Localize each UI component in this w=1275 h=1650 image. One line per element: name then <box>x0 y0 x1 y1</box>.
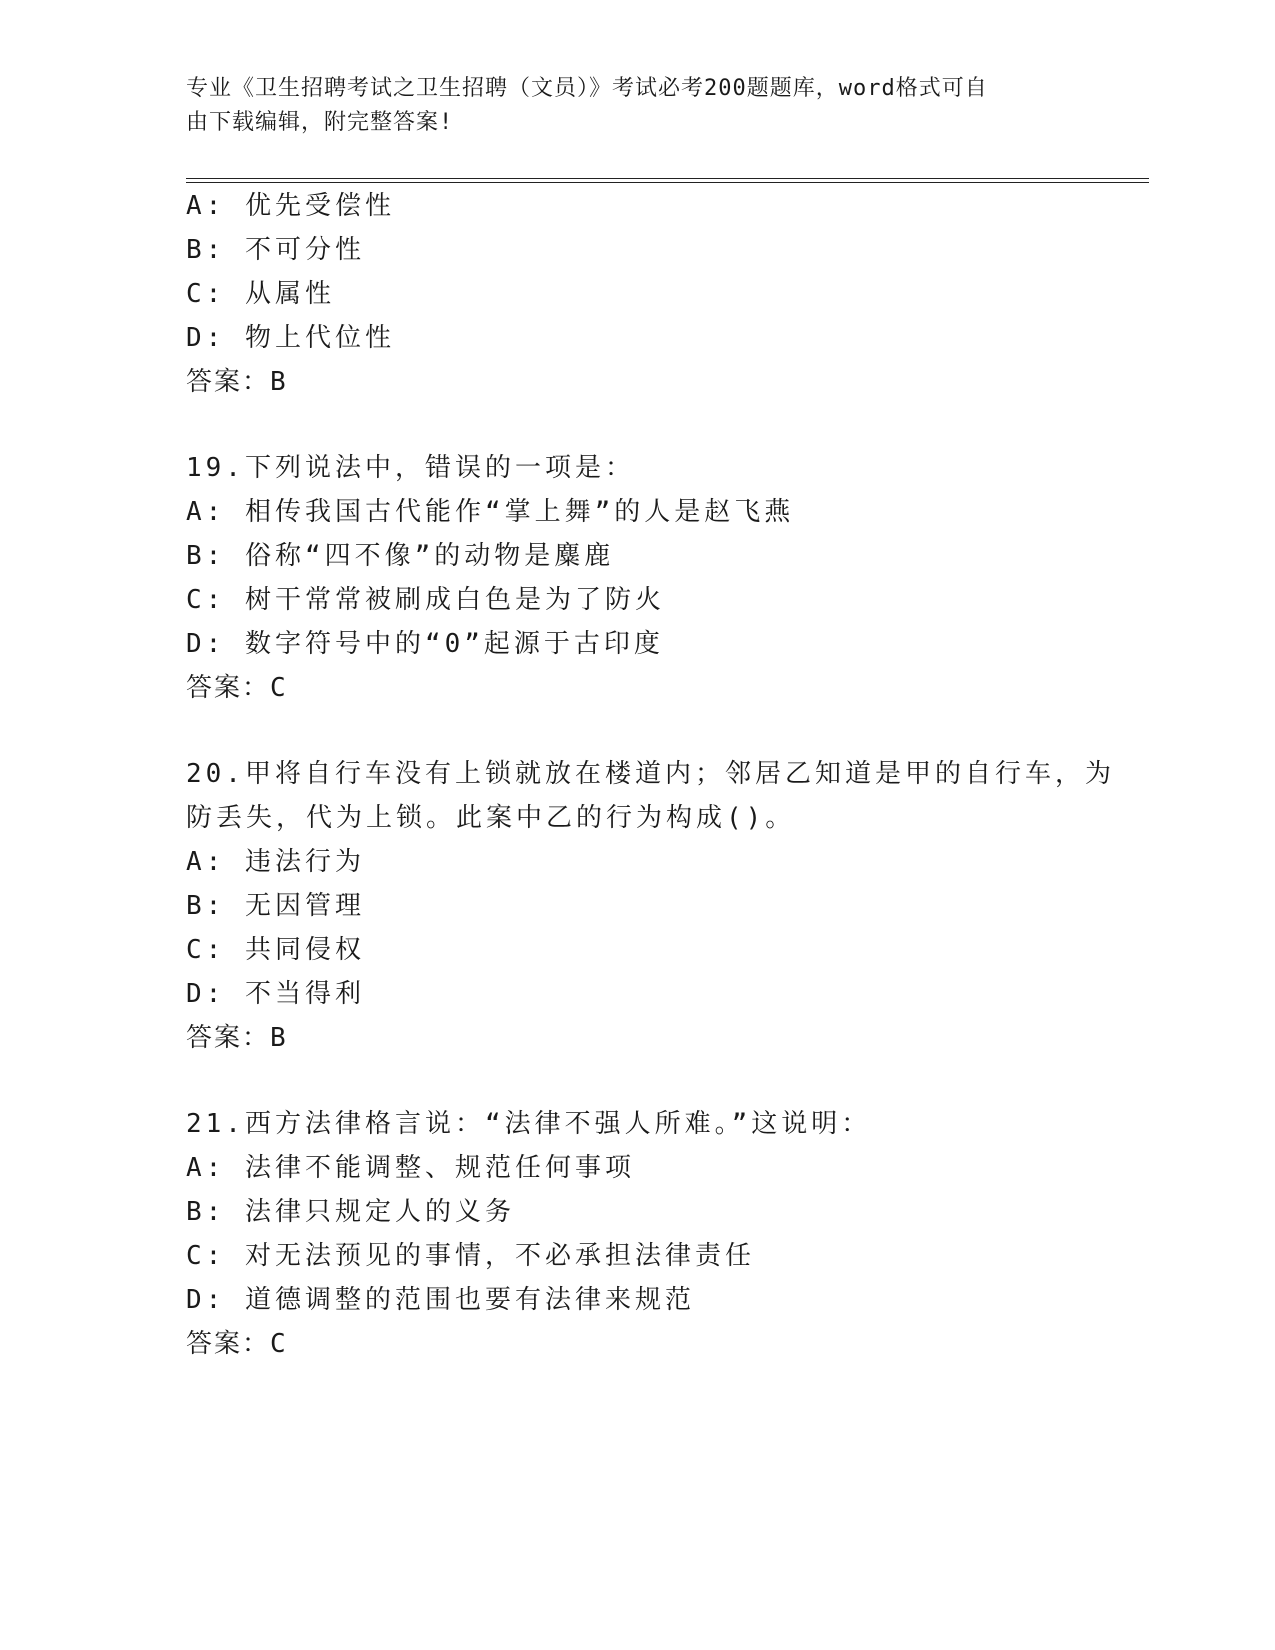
q20-option-d: D: 不当得利 <box>186 979 365 1009</box>
q21-option-b: B: 法律只规定人的义务 <box>186 1197 515 1227</box>
q19-option-d: D: 数字符号中的“0”起源于古印度 <box>186 629 664 659</box>
q19-option-b: B: 俗称“四不像”的动物是麋鹿 <box>186 541 615 571</box>
header-line-2: 由下载编辑，附完整答案! <box>186 110 454 135</box>
q20-stem-line-2: 防丢失，代为上锁。此案中乙的行为构成()。 <box>186 803 796 833</box>
q20-answer: 答案：B <box>186 1023 288 1053</box>
q20-option-a: A: 违法行为 <box>186 847 365 877</box>
q20-stem-line-1: 20.甲将自行车没有上锁就放在楼道内；邻居乙知道是甲的自行车，为 <box>186 759 1115 789</box>
q21-option-d: D: 道德调整的范围也要有法律来规范 <box>186 1285 695 1315</box>
q19-option-a: A: 相传我国古代能作“掌上舞”的人是赵飞燕 <box>186 497 795 527</box>
prev-option-c: C: 从属性 <box>186 279 335 309</box>
q19-option-c: C: 树干常常被刷成白色是为了防火 <box>186 585 665 615</box>
header-line-1: 专业《卫生招聘考试之卫生招聘（文员）》考试必考200题题库，word格式可自 <box>186 76 988 101</box>
prev-option-b: B: 不可分性 <box>186 235 365 265</box>
header-divider-top <box>186 178 1149 179</box>
q21-option-c: C: 对无法预见的事情，不必承担法律责任 <box>186 1241 755 1271</box>
prev-answer: 答案：B <box>186 367 288 397</box>
q19-answer: 答案：C <box>186 673 288 703</box>
prev-option-a: A: 优先受偿性 <box>186 191 395 221</box>
document-header <box>186 72 1086 140</box>
q19-stem: 19.下列说法中，错误的一项是： <box>186 453 635 483</box>
header-divider-bottom <box>186 182 1149 183</box>
q21-option-a: A: 法律不能调整、规范任何事项 <box>186 1153 635 1183</box>
q20-option-b: B: 无因管理 <box>186 891 365 921</box>
q21-answer: 答案：C <box>186 1329 288 1359</box>
prev-option-d: D: 物上代位性 <box>186 323 395 353</box>
q20-option-c: C: 共同侵权 <box>186 935 365 965</box>
q21-stem: 21.西方法律格言说：“法律不强人所难。”这说明： <box>186 1109 872 1139</box>
